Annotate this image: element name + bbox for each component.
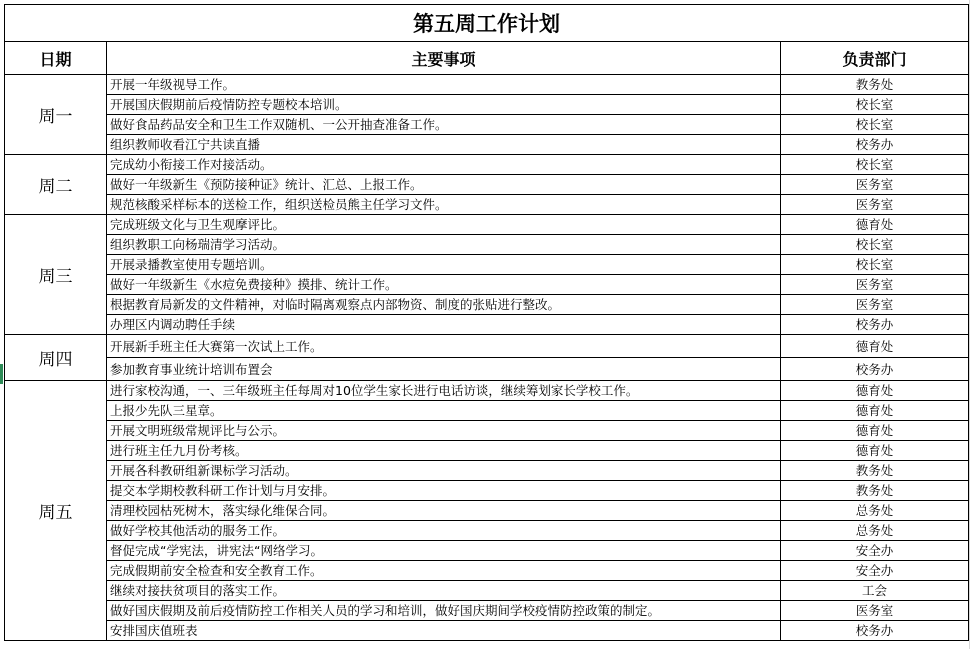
item-cell[interactable]: 根据教育局新发的文件精神，对临时隔离观察点内部物资、制度的张贴进行整改。	[107, 295, 781, 315]
dept-cell[interactable]: 德育处	[781, 421, 969, 441]
item-cell[interactable]: 做好一年级新生《水痘免费接种》摸排、统计工作。	[107, 275, 781, 295]
gridline	[969, 0, 973, 649]
dept-cell[interactable]: 校长室	[781, 95, 969, 115]
dept-cell[interactable]: 德育处	[781, 401, 969, 421]
dept-cell[interactable]: 德育处	[781, 335, 969, 358]
dept-cell[interactable]: 医务室	[781, 175, 969, 195]
day-cell[interactable]: 周四	[5, 335, 107, 381]
dept-cell[interactable]: 校长室	[781, 235, 969, 255]
item-cell[interactable]: 督促完成“学宪法，讲宪法“网络学习。	[107, 541, 781, 561]
table-row	[5, 521, 969, 541]
dept-cell[interactable]: 工会	[781, 581, 969, 601]
item-cell[interactable]: 开展各科教研组新课标学习活动。	[107, 461, 781, 481]
item-cell[interactable]: 进行家校沟通，一、三年级班主任每周对10位学生家长进行电话访谈，继续筹划家长学校工作。	[107, 381, 781, 401]
item-cell[interactable]: 组织教师收看江宁共读直播	[107, 135, 781, 155]
table-row	[5, 275, 969, 295]
dept-cell[interactable]: 德育处	[781, 441, 969, 461]
item-cell[interactable]: 做好食品药品安全和卫生工作双随机、一公开抽查准备工作。	[107, 115, 781, 135]
table-row	[5, 401, 969, 421]
table-row	[5, 335, 969, 358]
header-date[interactable]: 日期	[5, 42, 107, 75]
table-row	[5, 75, 969, 95]
item-cell[interactable]: 做好一年级新生《预防接种证》统计、汇总、上报工作。	[107, 175, 781, 195]
dept-cell[interactable]: 德育处	[781, 215, 969, 235]
table-row	[5, 561, 969, 581]
item-cell[interactable]: 进行班主任九月份考核。	[107, 441, 781, 461]
table-row	[5, 155, 969, 175]
item-cell[interactable]: 开展录播教室使用专题培训。	[107, 255, 781, 275]
table-row	[5, 175, 969, 195]
item-cell[interactable]: 组织教职工向杨瑞清学习活动。	[107, 235, 781, 255]
day-cell[interactable]: 周三	[5, 215, 107, 335]
dept-cell[interactable]: 校务办	[781, 621, 969, 641]
page-title[interactable]: 第五周工作计划	[5, 5, 969, 42]
table-row	[5, 621, 969, 641]
work-plan-table	[4, 4, 969, 641]
dept-cell[interactable]: 医务室	[781, 275, 969, 295]
table-row	[5, 135, 969, 155]
table-row	[5, 481, 969, 501]
item-cell[interactable]: 提交本学期校教科研工作计划与月安排。	[107, 481, 781, 501]
table-row	[5, 115, 969, 135]
dept-cell[interactable]: 医务室	[781, 601, 969, 621]
table-row	[5, 358, 969, 381]
item-cell[interactable]: 做好学校其他活动的服务工作。	[107, 521, 781, 541]
dept-cell[interactable]: 校长室	[781, 255, 969, 275]
dept-cell[interactable]: 安全办	[781, 561, 969, 581]
dept-cell[interactable]: 总务处	[781, 501, 969, 521]
table-row	[5, 215, 969, 235]
item-cell[interactable]: 做好国庆假期及前后疫情防控工作相关人员的学习和培训，做好国庆期间学校疫情防控政策的制定。	[107, 601, 781, 621]
dept-cell[interactable]: 教务处	[781, 481, 969, 501]
item-cell[interactable]: 上报少先队三星章。	[107, 401, 781, 421]
table-row	[5, 235, 969, 255]
table-row	[5, 295, 969, 315]
table-row	[5, 541, 969, 561]
table-row	[5, 255, 969, 275]
dept-cell[interactable]: 校长室	[781, 155, 969, 175]
dept-cell[interactable]: 教务处	[781, 75, 969, 95]
table-row	[5, 501, 969, 521]
table-row	[5, 421, 969, 441]
table-row	[5, 601, 969, 621]
header-items[interactable]: 主要事项	[107, 42, 781, 75]
dept-cell[interactable]: 校务办	[781, 315, 969, 335]
dept-cell[interactable]: 教务处	[781, 461, 969, 481]
item-cell[interactable]: 继续对接扶贫项目的落实工作。	[107, 581, 781, 601]
item-cell[interactable]: 完成幼小衔接工作对接活动。	[107, 155, 781, 175]
table-row	[5, 441, 969, 461]
header-dept[interactable]: 负责部门	[781, 42, 969, 75]
day-cell[interactable]: 周一	[5, 75, 107, 155]
dept-cell[interactable]: 校长室	[781, 115, 969, 135]
dept-cell[interactable]: 总务处	[781, 521, 969, 541]
item-cell[interactable]: 规范核酸采样标本的送检工作，组织送检员熊主任学习文件。	[107, 195, 781, 215]
table-row	[5, 315, 969, 335]
dept-cell[interactable]: 医务室	[781, 295, 969, 315]
dept-cell[interactable]: 校务办	[781, 358, 969, 381]
item-cell[interactable]: 参加教育事业统计培训布置会	[107, 358, 781, 381]
item-cell[interactable]: 开展国庆假期前后疫情防控专题校本培训。	[107, 95, 781, 115]
table-row	[5, 581, 969, 601]
row-selection-marker	[0, 364, 3, 384]
item-cell[interactable]: 开展新手班主任大赛第一次试上工作。	[107, 335, 781, 358]
dept-cell[interactable]: 校务办	[781, 135, 969, 155]
dept-cell[interactable]: 医务室	[781, 195, 969, 215]
item-cell[interactable]: 清理校园枯死树木，落实绿化维保合同。	[107, 501, 781, 521]
table-row	[5, 95, 969, 115]
item-cell[interactable]: 办理区内调动聘任手续	[107, 315, 781, 335]
item-cell[interactable]: 完成班级文化与卫生观摩评比。	[107, 215, 781, 235]
table-row	[5, 461, 969, 481]
day-cell[interactable]: 周五	[5, 381, 107, 641]
day-cell[interactable]: 周二	[5, 155, 107, 215]
item-cell[interactable]: 安排国庆值班表	[107, 621, 781, 641]
dept-cell[interactable]: 安全办	[781, 541, 969, 561]
table-row	[5, 195, 969, 215]
table-row	[5, 381, 969, 401]
item-cell[interactable]: 完成假期前安全检查和安全教育工作。	[107, 561, 781, 581]
item-cell[interactable]: 开展文明班级常规评比与公示。	[107, 421, 781, 441]
item-cell[interactable]: 开展一年级视导工作。	[107, 75, 781, 95]
dept-cell[interactable]: 德育处	[781, 381, 969, 401]
